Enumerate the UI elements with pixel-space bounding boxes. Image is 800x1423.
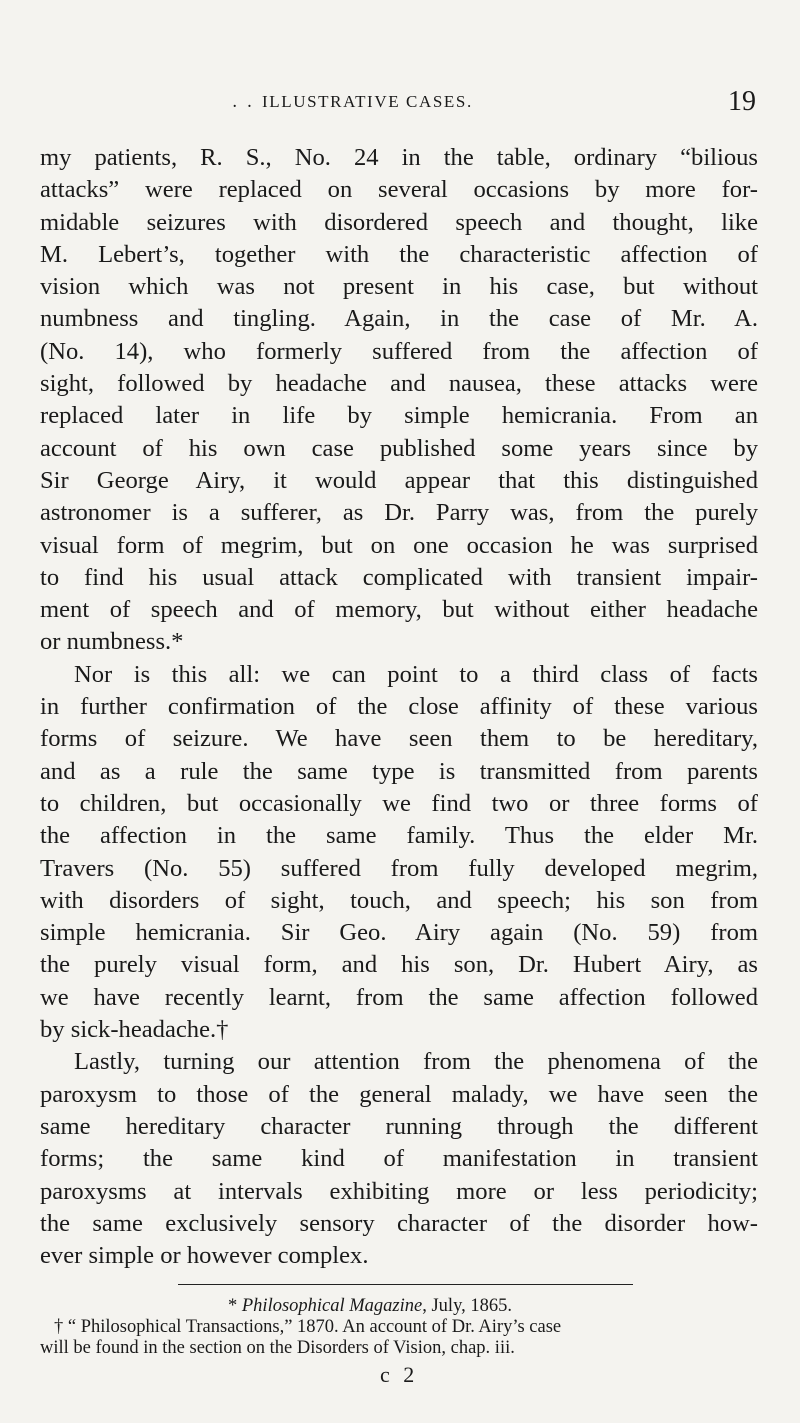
text-line: M. Lebert’s, together with the characteristic affection of [40, 240, 758, 268]
text-line: midable seizures with disordered speech and thought, like [40, 208, 758, 236]
text-line: replaced later in life by simple hemicrania. From an [40, 402, 758, 430]
text-line: my patients, R. S., No. 24 in the table, ordinary “bilious [40, 144, 758, 171]
text-line: and as a rule the same type is transmitted from parents [40, 757, 758, 785]
text-line: Sir George Airy, it would appear that this distinguished [40, 466, 758, 494]
text-line: forms of seizure. We have seen them to be hereditary, [40, 725, 758, 753]
text-line: the purely visual form, and his son, Dr. Hubert Airy, as [40, 951, 758, 979]
footnotes [40, 1296, 760, 1359]
text-line: by sick-headache.† [40, 1016, 229, 1044]
text-line: vision which was not present in his case, but without [40, 273, 758, 301]
footnote-1: * Philosophical Magazine, July, 1865. [228, 1296, 512, 1316]
text-line: the same exclusively sensory character of the disorder how- [40, 1209, 758, 1237]
text-line: the affection in the same family. Thus the elder Mr. [40, 822, 758, 850]
text-line: astronomer is a sufferer, as Dr. Parry was, from the purely [40, 499, 758, 527]
text-line: Nor is this all: we can point to a third class of facts [74, 660, 758, 688]
text-line: paroxysms at intervals exhibiting more or less periodicity; [40, 1177, 758, 1205]
page-number: 19 [728, 86, 756, 117]
text-line: visual form of megrim, but on one occasion he was surprised [40, 531, 758, 559]
text-line: we have recently learnt, from the same affection followed [40, 983, 758, 1011]
footnote-divider [178, 1284, 633, 1285]
text-line: sight, followed by headache and nausea, these attacks were [40, 370, 758, 398]
text-line: (No. 14), who formerly suffered from the affection of [40, 337, 758, 365]
text-line: in further confirmation of the close affinity of these various [40, 693, 758, 721]
text-line: account of his own case published some years since by [40, 434, 758, 462]
text-line: Travers (No. 55) suffered from fully developed megrim, [40, 854, 758, 882]
text-line: ment of speech and of memory, but without either headache [40, 596, 758, 624]
text-line: or numbness.* [40, 628, 184, 656]
signature-mark: c 2 [380, 1362, 419, 1387]
text-line: attacks” were replaced on several occasions by more for- [40, 176, 758, 204]
text-line: Lastly, turning our attention from the phenomena of the [74, 1048, 758, 1076]
text-line: numbness and tingling. Again, in the case of Mr. A. [40, 305, 758, 333]
text-line: same hereditary character running through the different [40, 1112, 758, 1140]
running-header-title: ILLUSTRATIVE CASES. [262, 92, 473, 111]
body-text [40, 142, 758, 1272]
text-line: to find his usual attack complicated with transient impair- [40, 563, 758, 591]
header-leader-dots: . . [232, 92, 255, 112]
text-line: to children, but occasionally we find two or three forms of [40, 789, 758, 817]
text-line: ever simple or however complex. [40, 1242, 369, 1270]
text-line: paroxysm to those of the general malady, we have seen the [40, 1080, 758, 1108]
text-line: forms; the same kind of manifestation in transient [40, 1145, 758, 1173]
text-line: simple hemicrania. Sir Geo. Airy again (No. 59) from [40, 919, 758, 947]
text-line: with disorders of sight, touch, and speech; his son from [40, 886, 758, 914]
footnote-2-continued: will be found in the section on the Disorders of Vision, chap. iii. [40, 1338, 515, 1358]
footnote-2: † “ Philosophical Transactions,” 1870. An account of Dr. Airy’s case [54, 1317, 562, 1337]
